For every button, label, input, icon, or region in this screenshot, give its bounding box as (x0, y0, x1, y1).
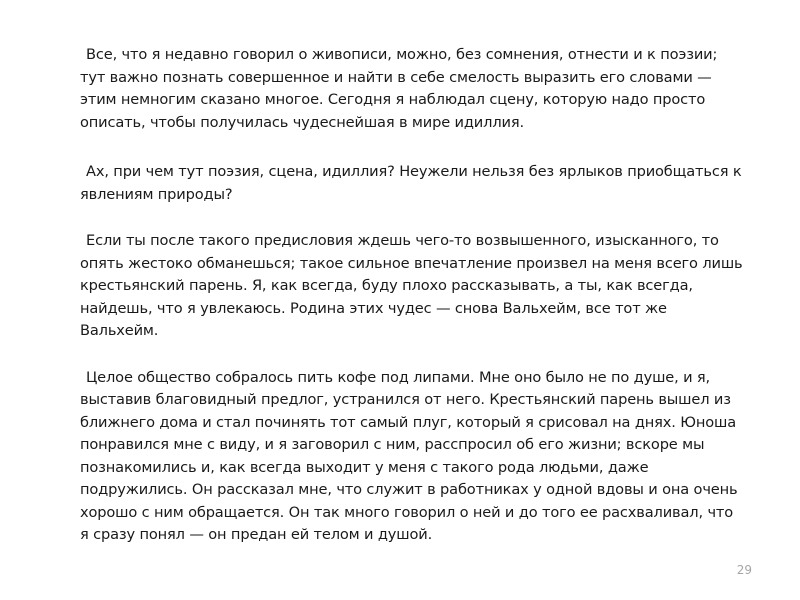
paragraph: Целое общество собралось пить кофе под липами. Мне оно было не по душе, и я, выставив благовидный предлог, устранился от него. Крестьянский парень вышел из ближнего дома и стал починять тот самый плуг, который я срисовал на днях. Юноша понравился мне с виду, и я заговорил с ним, расспросил об его жизни; вскоре мы познакомились и, как всегда выходит у меня с такого рода людьми, даже подружились. Он рассказал мне, что служит в работниках у одной вдовы и она очень хорошо с ним обращается. Он так много говорил о ней и до того ее расхваливал, что я сразу понял — он предан ей телом и душой. (80, 368, 738, 543)
paragraph: Все, что я недавно говорил о живописи, можно, без сомнения, отнести и к поэзии; тут важно познать совершенное и найти в себе смелость выразить его словами — этим немногим сказано многое. Сегодня я наблюдал сцену, которую надо просто описать, чтобы получилась чудеснейшая в мире идиллия. (80, 46, 718, 131)
page-number: 29 (736, 563, 752, 577)
paragraph: Ах, при чем тут поэзия, сцена, идиллия? Неужели нельзя без ярлыков приобщаться к явлениям природы? (80, 163, 742, 203)
paragraph: Если ты после такого предисловия ждешь чего-то возвышенного, изысканного, то опять жестоко обманешься; такое сильное впечатление произвел на меня всего лишь крестьянский парень. Я, как всегда, буду плохо рассказывать, а ты, как всегда, найдешь, что я увлекаюсь. Родина этих чудес — снова Вальхейм, все тот же Вальхейм. (80, 232, 743, 339)
text-body (80, 44, 745, 571)
